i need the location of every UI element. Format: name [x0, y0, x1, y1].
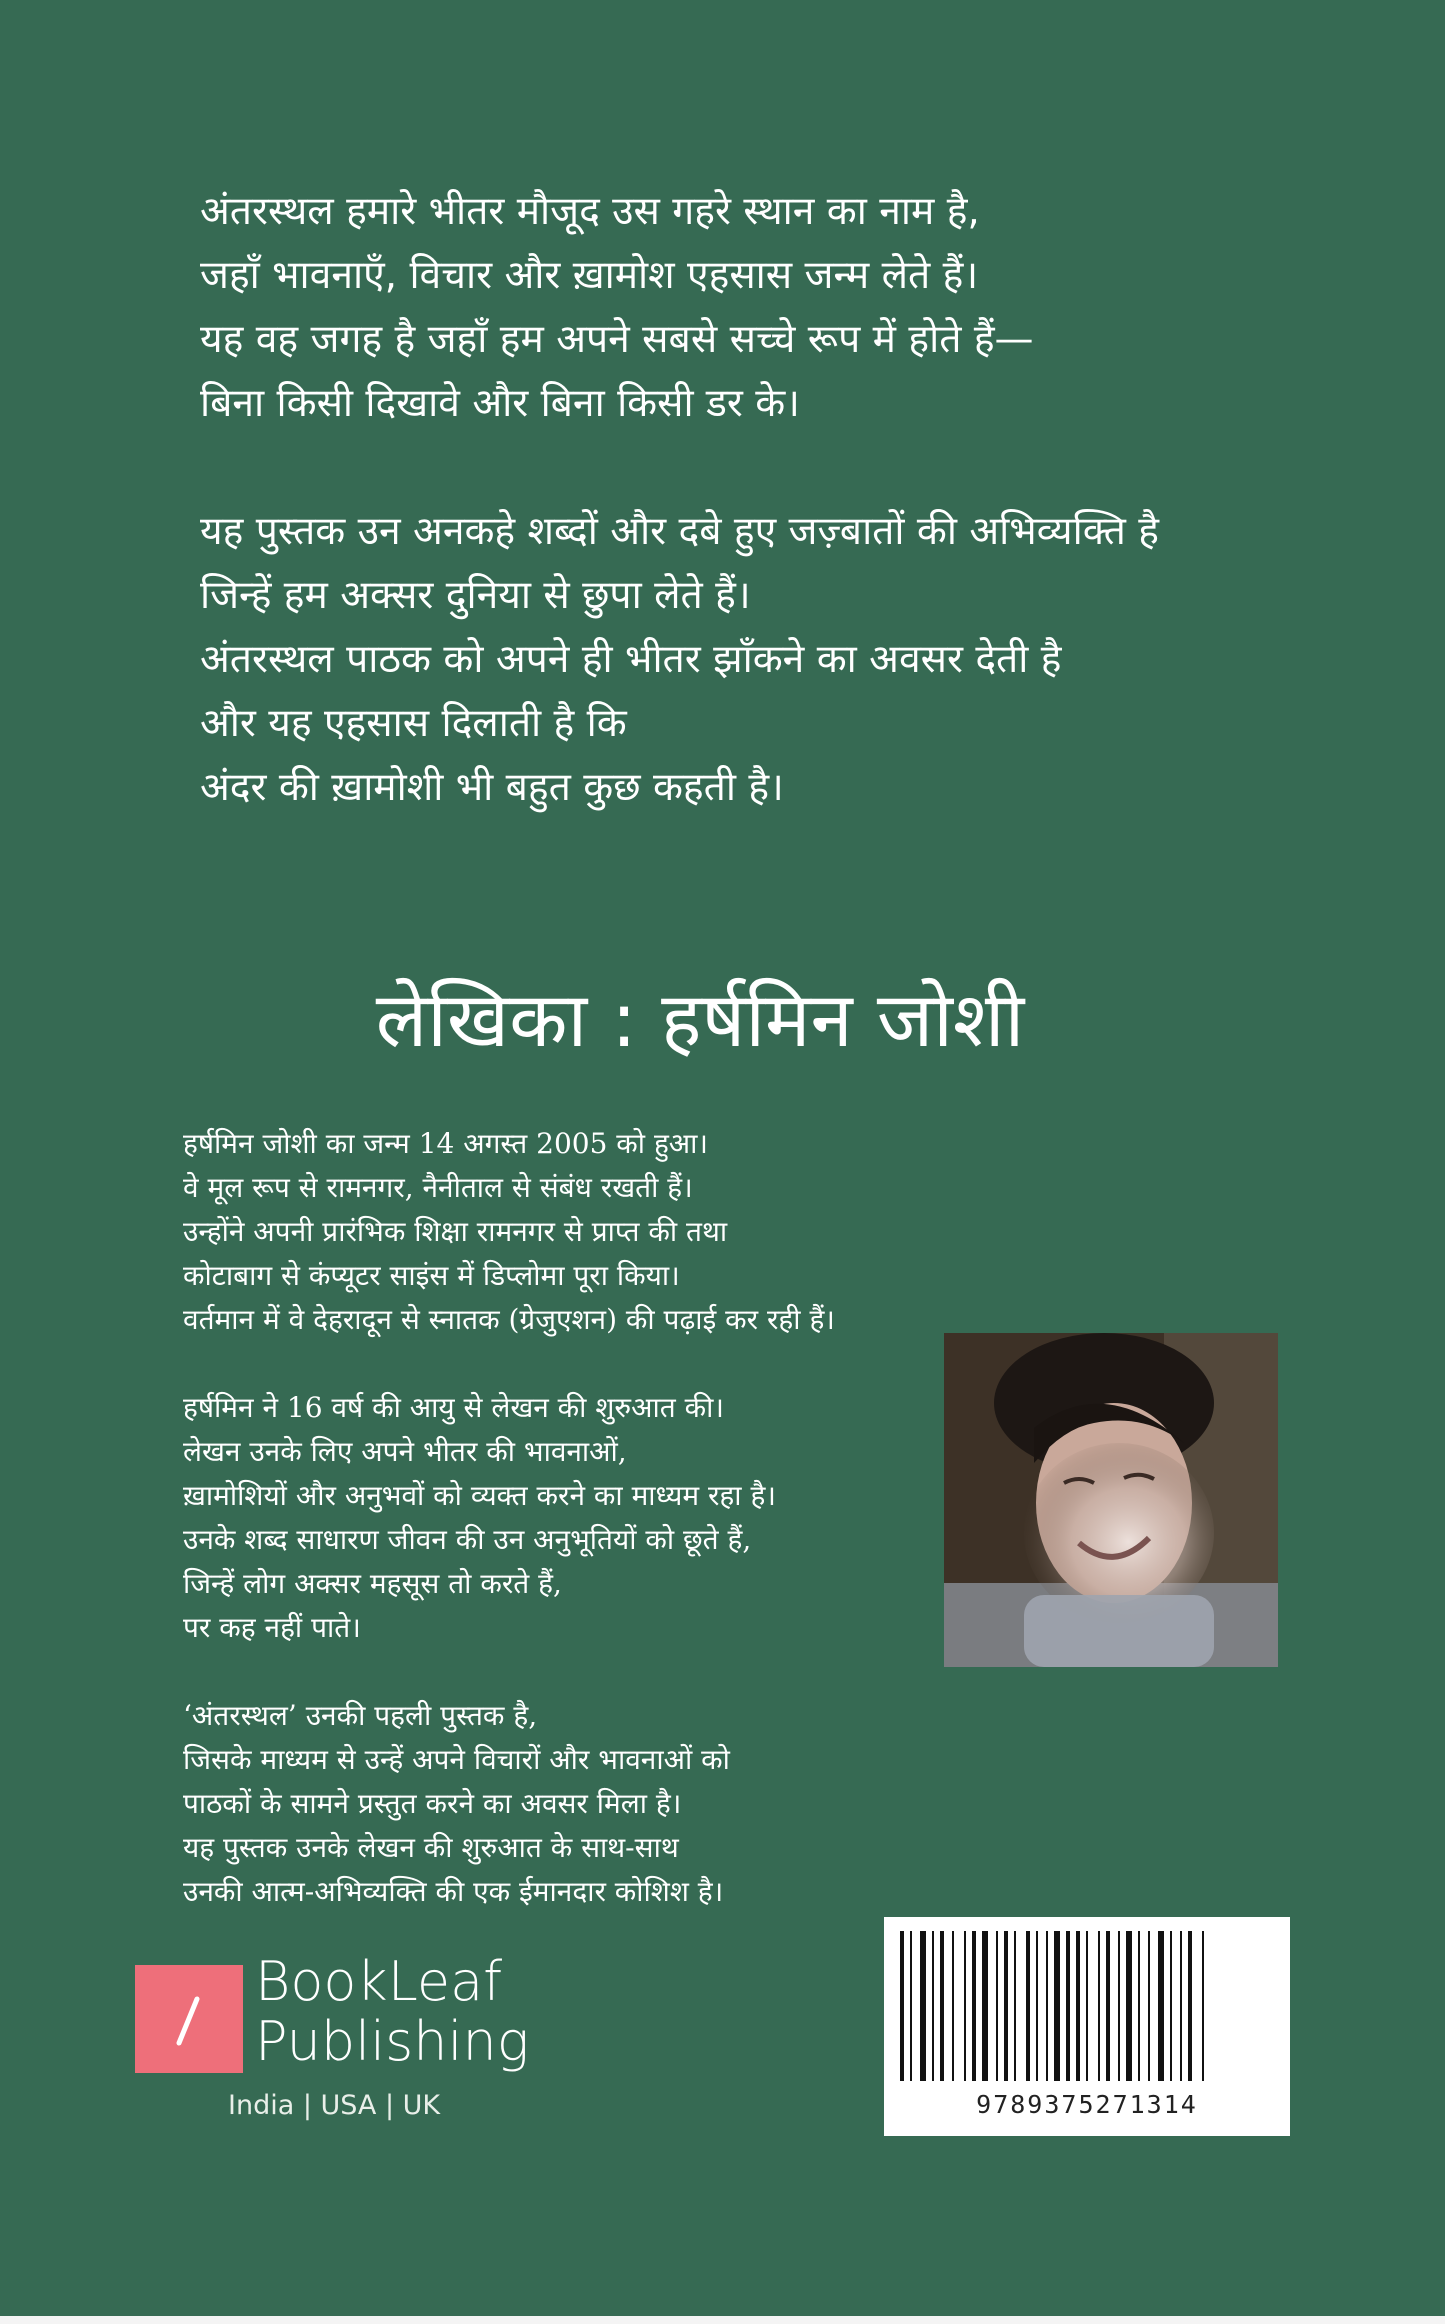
barcode-bar	[1188, 1931, 1192, 2081]
page-edge	[0, 2316, 1445, 2324]
barcode-bar	[1066, 1931, 1070, 2081]
barcode-bar	[1026, 1931, 1030, 2081]
bio-line: ख़ामोशियों और अनुभवों को व्यक्त करने का माध्यम रहा है।	[183, 1479, 776, 1512]
barcode-bar	[1054, 1931, 1060, 2081]
blurb-paragraph	[200, 180, 1300, 436]
blurb-line: अंदर की ख़ामोशी भी बहुत कुछ कहती है।	[200, 765, 784, 810]
bio-line: वे मूल रूप से रामनगर, नैनीताल से संबंध रखती हैं।	[183, 1171, 693, 1204]
blurb-line: यह वह जगह है जहाँ हम अपने सबसे सच्चे रूप में होते हैं—	[200, 317, 1034, 362]
barcode-bar	[1098, 1931, 1100, 2081]
bio-line: वर्तमान में वे देहरादून से स्नातक (ग्रेजुएशन) की पढ़ाई कर रही हैं।	[183, 1303, 835, 1336]
barcode-bar	[1046, 1931, 1048, 2081]
barcode-bar	[1004, 1931, 1008, 2081]
barcode-bar	[1170, 1931, 1172, 2081]
blurb-line: अंतरस्थल पाठक को अपने ही भीतर झाँकने का अवसर देती है	[200, 637, 1062, 682]
blurb-line: जहाँ भावनाएँ, विचार और ख़ामोश एहसास जन्म लेते हैं।	[200, 253, 979, 298]
blurb-line: बिना किसी दिखावे और बिना किसी डर के।	[200, 381, 800, 426]
barcode-bar	[1076, 1931, 1080, 2081]
barcode-bar	[982, 1931, 988, 2081]
barcode-bar	[932, 1931, 934, 2081]
bio-paragraph	[183, 1122, 943, 1342]
barcode-bar	[1126, 1931, 1132, 2081]
author-photo-illustration	[944, 1333, 1278, 1667]
publisher-name-line1: BookLeaf	[255, 1950, 503, 2013]
blurb-line: जिन्हें हम अक्सर दुनिया से छुपा लेते हैं।	[200, 573, 751, 618]
blurb-paragraph	[200, 500, 1300, 820]
barcode-bar	[900, 1931, 904, 2081]
bio-line: जिन्हें लोग अक्सर महसूस तो करते हैं,	[183, 1567, 562, 1600]
barcode-bar	[1106, 1931, 1110, 2081]
barcode-bar	[952, 1931, 954, 2081]
blurb-line: यह पुस्तक उन अनकहे शब्दों और दबे हुए जज़्बातों की अभिव्यक्ति है	[200, 509, 1159, 554]
bio-line: पाठकों के सामने प्रस्तुत करने का अवसर मिला है।	[183, 1787, 682, 1820]
bio-line: उन्होंने अपनी प्रारंभिक शिक्षा रामनगर से प्राप्त की तथा	[183, 1215, 728, 1248]
bio-line: उनके शब्द साधारण जीवन की उन अनुभूतियों को छूते हैं,	[183, 1523, 752, 1556]
author-heading: लेखिका : हर्षमिन जोशी	[375, 975, 1025, 1064]
barcode-bar	[1118, 1931, 1120, 2081]
bio-line: हर्षमिन ने 16 वर्ष की आयु से लेखन की शुरुआत की।	[183, 1391, 724, 1424]
barcode-bars	[884, 1917, 1290, 2087]
barcode-bar	[1158, 1931, 1164, 2081]
barcode-bar	[1086, 1931, 1088, 2081]
barcode-bar	[1180, 1931, 1182, 2081]
barcode-bar	[1014, 1931, 1016, 2081]
barcode-bar	[972, 1931, 976, 2081]
bio-line: जिसके माध्यम से उन्हें अपने विचारों और भावनाओं को	[183, 1743, 730, 1776]
isbn-barcode	[884, 1917, 1290, 2136]
author-bio	[183, 1122, 943, 1914]
isbn-number: 9789375271314	[976, 2090, 1198, 2119]
bio-line: यह पुस्तक उनके लेखन की शुरुआत के साथ-साथ	[183, 1831, 679, 1864]
publisher-regions: India | USA | UK	[228, 2090, 441, 2121]
blurb-line: और यह एहसास दिलाती है कि	[200, 701, 627, 746]
book-blurb	[200, 180, 1300, 820]
publisher-name-line2: Publishing	[255, 2010, 530, 2073]
barcode-bar	[910, 1931, 912, 2081]
bookleaf-slash-icon	[135, 1965, 243, 2073]
author-photo	[944, 1333, 1278, 1667]
bio-line: उनकी आत्म-अभिव्यक्ति की एक ईमानदार कोशिश है।	[183, 1875, 724, 1908]
bio-line: पर कह नहीं पाते।	[183, 1611, 361, 1644]
bio-line: हर्षमिन जोशी का जन्म 14 अगस्त 2005 को हुआ।	[183, 1127, 709, 1160]
bio-paragraph	[183, 1694, 943, 1914]
bio-paragraph	[183, 1386, 943, 1650]
barcode-bar	[1202, 1931, 1204, 2081]
bio-line: कोटाबाग से कंप्यूटर साइंस में डिप्लोमा पूरा किया।	[183, 1259, 680, 1292]
barcode-bar	[1036, 1931, 1038, 2081]
publisher-logo	[135, 1950, 555, 2121]
bio-line: ‘अंतरस्थल’ उनकी पहली पुस्तक है,	[183, 1699, 538, 1732]
barcode-bar	[1138, 1931, 1140, 2081]
bio-line: लेखन उनके लिए अपने भीतर की भावनाओं,	[183, 1435, 627, 1468]
barcode-bar	[920, 1931, 926, 2081]
barcode-bar	[940, 1931, 944, 2081]
barcode-bar	[1148, 1931, 1150, 2081]
barcode-bar	[996, 1931, 998, 2081]
barcode-bar	[964, 1931, 966, 2081]
blurb-line: अंतरस्थल हमारे भीतर मौजूद उस गहरे स्थान का नाम है,	[200, 189, 980, 234]
